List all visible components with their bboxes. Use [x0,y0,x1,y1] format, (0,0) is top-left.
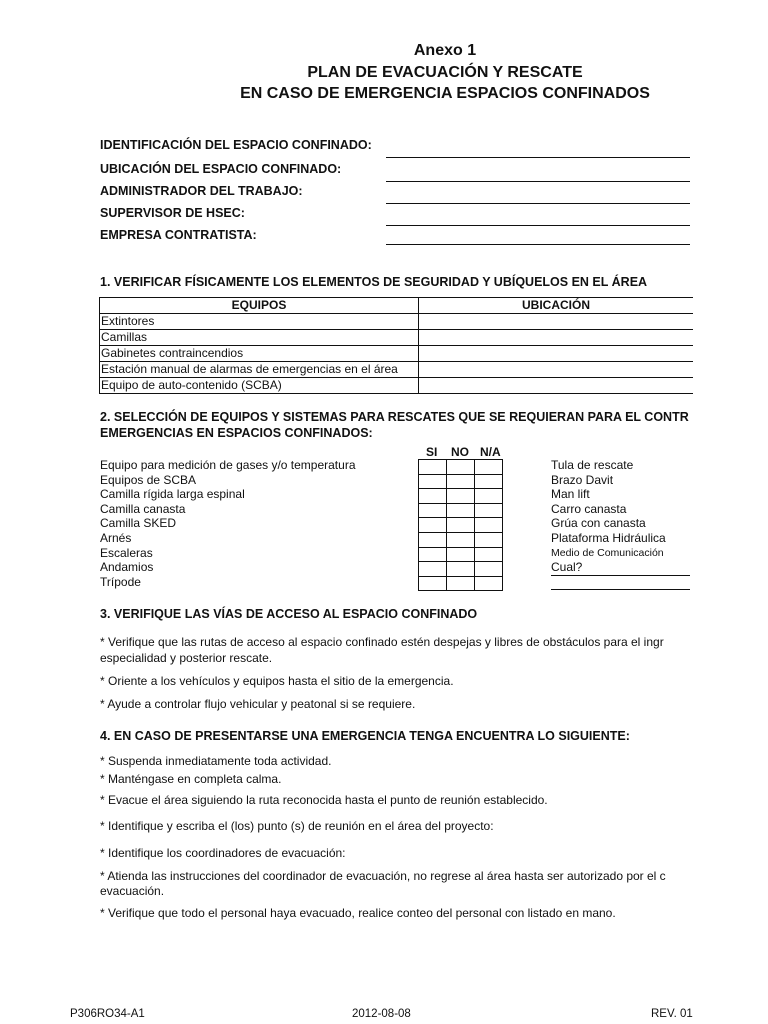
section4-item: * Manténgase en completa calma. [100,772,282,786]
annex-label: Anexo 1 [413,42,477,59]
table-row [100,362,694,378]
table-row [100,314,694,330]
rescue-systems-list [551,458,666,575]
section3-item2: * Oriente a los vehículos y equipos hasta el sitio de la emergencia. [100,674,454,688]
list-item: Carro canasta [551,501,627,516]
equipment-name: Estación manual de alarmas de emergencias en el área [100,362,419,378]
list-item: Man lift [551,487,590,502]
checkbox-na[interactable] [475,562,503,577]
checkbox-si[interactable] [419,489,447,504]
checkbox-na[interactable] [475,518,503,533]
checkbox-no[interactable] [447,532,475,547]
col-na: N/A [480,445,501,459]
list-item: Camilla canasta [100,501,186,516]
list-item: Medio de Comunicación [551,546,664,559]
section4-item-continuation: evacuación. [100,884,165,898]
table-row [419,474,503,489]
section3-item1-line1: * Verifique que las rutas de acceso al espacio confinado estén despejas y libres de obstáculos para el ingr [100,635,664,649]
checkbox-na[interactable] [475,532,503,547]
section3-heading: 3. VERIFIQUE LAS VÍAS DE ACCESO AL ESPACIO CONFINADO [100,607,478,621]
section4-item: * Identifique y escriba el (los) punto (s) de reunión en el área del proyecto: [100,819,494,833]
list-item: Andamios [100,560,154,575]
checkbox-si[interactable] [419,547,447,562]
list-item: Escaleras [100,545,153,560]
section4-item: * Identifique los coordinadores de evacuación: [100,846,346,860]
location-cell[interactable] [419,314,694,330]
field-line-administrador[interactable] [386,203,690,204]
table-row [419,532,503,547]
list-item: Cual? [551,560,583,575]
field-label-empresa: EMPRESA CONTRATISTA: [100,228,257,242]
section2-heading-line1: 2. SELECCIÓN DE EQUIPOS Y SISTEMAS PARA RESCATES QUE SE REQUIERAN PARA EL CONTR [100,410,689,424]
list-item: Equipo para medición de gases y/o temperatura [100,458,356,472]
checkbox-si[interactable] [419,562,447,577]
col-equipos: EQUIPOS [100,298,419,314]
section4-item: * Suspenda inmediatamente toda actividad. [100,754,332,768]
section4-heading: 4. EN CASO DE PRESENTARSE UNA EMERGENCIA TENGA ENCUENTRA LO SIGUIENTE: [100,729,630,743]
table-header-row [100,298,694,314]
footer-document-code: P306RO34-A1 [70,1008,145,1020]
equipment-location-table [99,297,693,394]
col-no: NO [451,445,469,459]
section3-item1-line2: especialidad y posterior rescate. [100,651,273,665]
rescue-equipment-list [100,458,356,589]
footer-date: 2012-08-08 [352,1008,411,1020]
equipment-name: Gabinetes contraincendios [100,346,419,362]
list-item: Camilla SKED [100,516,177,531]
field-line-supervisor[interactable] [386,225,690,226]
list-item: Plataforma Hidráulica [551,530,666,545]
section4-item: * Atienda las instrucciones del coordinador de evacuación, no regrese al área hasta ser autorizado por el c [100,869,666,883]
table-row [419,547,503,562]
table-row [419,503,503,518]
table-row [100,330,694,346]
si-no-na-checkbox-grid [418,459,503,591]
table-row [419,489,503,504]
field-line-identificacion[interactable] [386,157,690,158]
table-row [419,518,503,533]
checkbox-na[interactable] [475,503,503,518]
checkbox-na[interactable] [475,576,503,591]
field-line-empresa[interactable] [386,244,690,245]
section2-heading-line2: EMERGENCIAS EN ESPACIOS CONFINADOS: [100,426,373,440]
checkbox-no[interactable] [447,503,475,518]
checkbox-no[interactable] [447,547,475,562]
equipment-name: Equipo de auto-contenido (SCBA) [100,378,419,394]
location-cell[interactable] [419,378,694,394]
location-cell[interactable] [419,330,694,346]
checkbox-na[interactable] [475,489,503,504]
checkbox-no[interactable] [447,474,475,489]
checkbox-na[interactable] [475,460,503,475]
list-item: Equipos de SCBA [100,472,197,487]
list-item: Trípode [100,574,141,589]
cual-answer-line[interactable] [551,575,690,576]
cual-answer-line-2[interactable] [551,589,690,590]
checkbox-no[interactable] [447,489,475,504]
checkbox-si[interactable] [419,460,447,475]
col-ubicacion: UBICACIÓN [419,298,694,314]
field-label-identificacion: IDENTIFICACIÓN DEL ESPACIO CONFINADO: [100,138,372,152]
equipment-name: Extintores [100,314,419,330]
equipment-name: Camillas [100,330,419,346]
list-item: Camilla rígida larga espinal [100,487,245,502]
section4-item: * Evacue el área siguiendo la ruta reconocida hasta el punto de reunión establecido. [100,793,548,807]
section1-heading: 1. VERIFICAR FÍSICAMENTE LOS ELEMENTOS DE SEGURIDAD Y UBÍQUELOS EN EL ÁREA [100,275,648,289]
list-item: Grúa con canasta [551,516,646,531]
field-line-ubicacion[interactable] [386,181,690,182]
list-item: Tula de rescate [551,458,634,472]
field-label-ubicacion: UBICACIÓN DEL ESPACIO CONFINADO: [100,162,342,176]
checkbox-si[interactable] [419,532,447,547]
checkbox-na[interactable] [475,474,503,489]
footer-revision: REV. 01 [651,1008,693,1020]
list-item: Arnés [100,530,132,545]
field-label-supervisor: SUPERVISOR DE HSEC: [100,206,245,220]
table-row [100,346,694,362]
table-row [419,562,503,577]
section3-item3: * Ayude a controlar flujo vehicular y peatonal si se requiere. [100,697,416,711]
table-row [419,576,503,591]
field-label-administrador: ADMINISTRADOR DEL TRABAJO: [100,184,303,198]
document-title: PLAN DE EVACUACIÓN Y RESCATE [307,64,583,81]
location-cell[interactable] [419,346,694,362]
table-row [419,460,503,475]
checkbox-no[interactable] [447,518,475,533]
location-cell[interactable] [419,362,694,378]
checkbox-no[interactable] [447,562,475,577]
document-subtitle: EN CASO DE EMERGENCIA ESPACIOS CONFINADOS [240,85,650,102]
checkbox-si[interactable] [419,474,447,489]
checkbox-si[interactable] [419,503,447,518]
checkbox-si[interactable] [419,518,447,533]
checkbox-na[interactable] [475,547,503,562]
checkbox-no[interactable] [447,460,475,475]
checkbox-si[interactable] [419,576,447,591]
table-row [100,378,694,394]
list-item: Brazo Davit [551,472,614,487]
checkbox-no[interactable] [447,576,475,591]
col-si: SI [426,445,438,459]
section4-item: * Verifique que todo el personal haya evacuado, realice conteo del personal con listado en mano. [100,906,616,920]
